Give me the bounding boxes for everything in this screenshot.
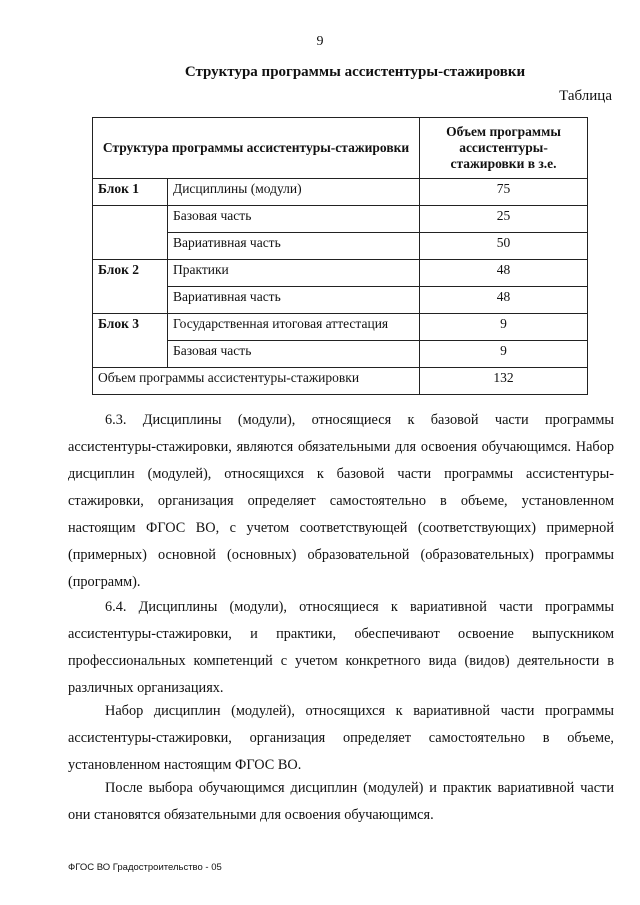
total-label: Объем программы ассистентуры-стажировки xyxy=(93,368,420,395)
row-value: 48 xyxy=(420,287,588,314)
table-row xyxy=(93,341,588,368)
row-value: 75 xyxy=(420,179,588,206)
row-value: 9 xyxy=(420,314,588,341)
table-header-row xyxy=(93,118,588,179)
table-row xyxy=(93,314,588,341)
row-value: 25 xyxy=(420,206,588,233)
row-value: 48 xyxy=(420,260,588,287)
table-row xyxy=(93,287,588,314)
row-name: Базовая часть xyxy=(168,341,420,368)
row-value: 9 xyxy=(420,341,588,368)
row-value: 50 xyxy=(420,233,588,260)
paragraph-6-4: 6.4. Дисциплины (модули), относящиеся к вариативной части программы ассистентуры-стажировки, и практики, обеспечивают освоение выпускником профессиональных компетенций с учетом конкретного вида (видов) деятельности в различных организациях. xyxy=(68,599,614,696)
row-name: Базовая часть xyxy=(168,206,420,233)
program-structure-table xyxy=(92,117,588,395)
row-name: Дисциплины (модули) xyxy=(168,179,420,206)
table-label: Таблица xyxy=(559,88,612,104)
table-row xyxy=(93,233,588,260)
block-label xyxy=(93,206,168,260)
block-label: Блок 1 xyxy=(93,179,168,206)
header-structure: Структура программы ассистентуры-стажировки xyxy=(93,118,420,179)
header-volume: Объем программы ассистентуры-стажировки в з.е. xyxy=(420,118,588,179)
paragraph-after-selection: После выбора обучающимся дисциплин (модулей) и практик вариативной части они становятся обязательными для освоения обучающимся. xyxy=(68,780,614,823)
row-name: Государственная итоговая аттестация xyxy=(168,314,420,341)
row-name: Вариативная часть xyxy=(168,233,420,260)
row-name: Практики xyxy=(168,260,420,287)
row-name: Вариативная часть xyxy=(168,287,420,314)
section-title: Структура программы ассистентуры-стажировки xyxy=(184,64,526,80)
table-total-row xyxy=(93,368,588,395)
table-row xyxy=(93,179,588,206)
paragraph-variative-set: Набор дисциплин (модулей), относящихся к вариативной части программы ассистентуры-стажировки, организация определяет самостоятельно в объеме, установленном настоящим ФГОС ВО. xyxy=(68,703,614,773)
table-row xyxy=(93,206,588,233)
page-number: 9 xyxy=(316,34,324,49)
paragraph-6-3: 6.3. Дисциплины (модули), относящиеся к базовой части программы ассистентуры-стажировки, являются обязательными для освоения обучающимся. Набор дисциплин (модулей), относящихся к базовой части программы ассистентуры-стажировки, организация определяет самостоятельно в объеме, установленном настоящим ФГОС ВО, с учетом соответствующей (соответствующих) примерной (примерных) основной (основных) образовательной (образовательных) программы (программ). xyxy=(68,412,614,590)
block-label: Блок 2 xyxy=(93,260,168,314)
block-label: Блок 3 xyxy=(93,314,168,368)
footer-note: ФГОС ВО Градостроительство - 05 xyxy=(68,862,222,873)
table-row xyxy=(93,260,588,287)
total-value: 132 xyxy=(420,368,588,395)
